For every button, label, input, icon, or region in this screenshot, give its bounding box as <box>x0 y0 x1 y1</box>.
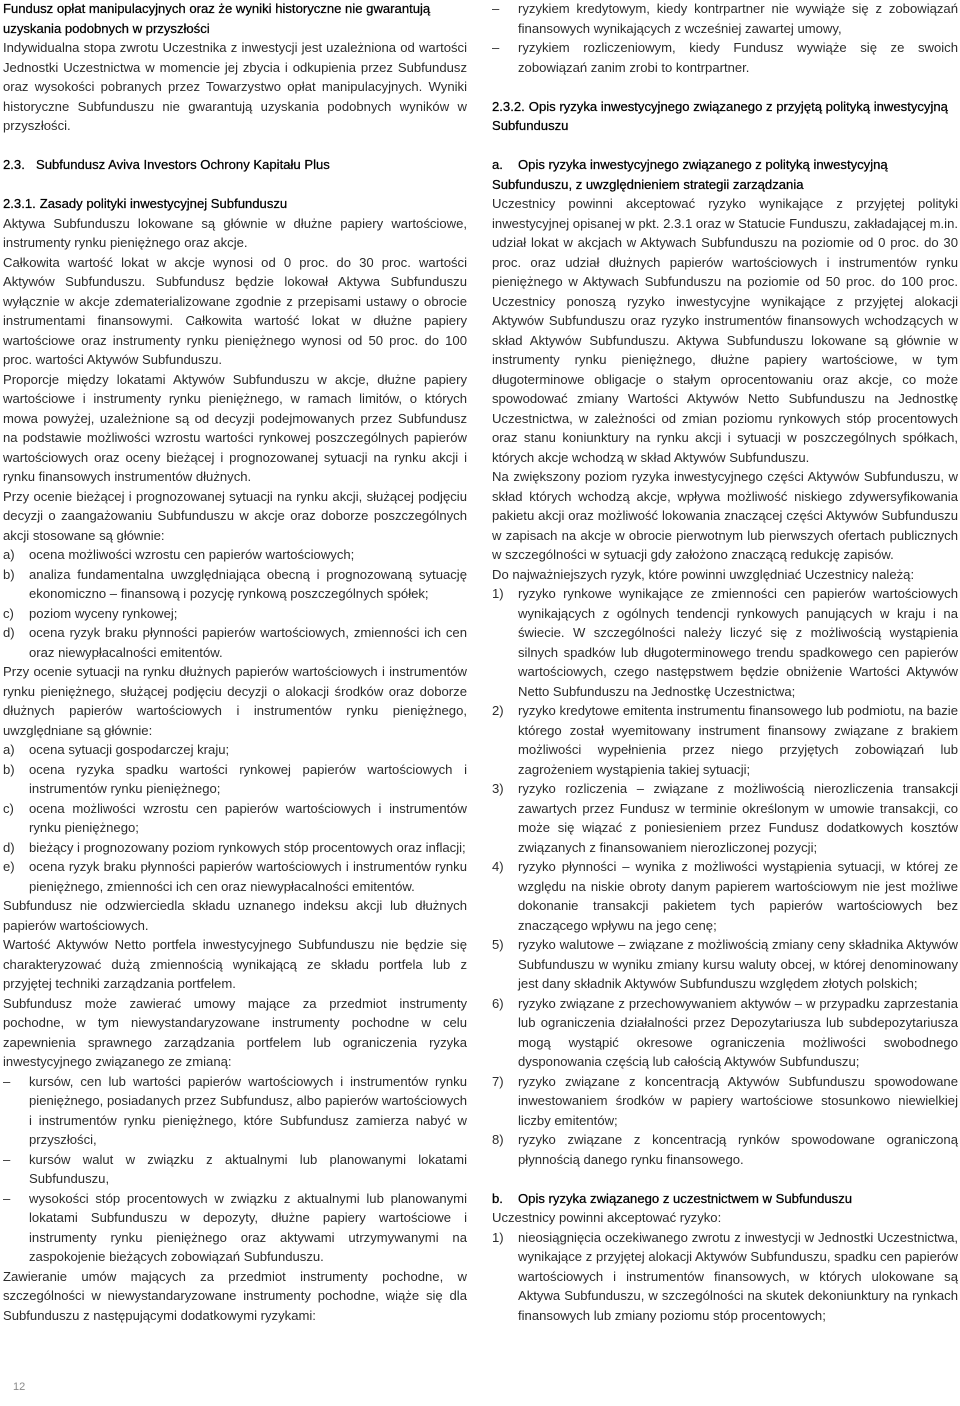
list-label: 3) <box>492 781 504 796</box>
main-risk-3 <box>492 779 958 857</box>
debt-criterion-c <box>3 799 467 838</box>
equity-risk-paragraph: Na zwiększony poziom ryzyka inwestycyjnego części Aktywów Subfunduszu, w skład których wchodzą akcje, wpływa możliwość niskiego zdywersyfikowania pakietu akcji oraz możliwość lokowania znaczącej części Aktywów Subfunduszu w zapisach na akcje w obrocie pierwotnym lub pierwszych ofertach publicznych w szczególności w sytuacji gdy założono znaczącą redukcję zapisów. <box>492 469 958 562</box>
assets-paragraph: Aktywa Subfunduszu lokowane są głównie w dłużne papiery wartościowe, instrumenty rynku pieniężnego oraz akcje. <box>3 215 467 250</box>
list-text: ocena sytuacji gospodarczej kraju; <box>29 742 230 757</box>
equity-criterion-a <box>3 545 467 565</box>
total-value-paragraph: Całkowita wartość lokat w akcje wynosi od 0 proc. do 30 proc. wartości Aktywów Subfunduszu. Subfundusz będzie lokował Aktywa Subfunduszu wyłącznie w akcje zdematerializowane zgodnie z przepisami ustawy o obrocie instrumentami finansowymi. Całkowita wartość lokat w dłużne papiery wartościowe oraz instrumenty rynku pieniężnego wynosi od 50 proc. do 100 proc. wartości Aktywów Subfunduszu. <box>3 254 467 367</box>
left-column <box>3 0 467 1325</box>
list-text: ocena ryzyk braku płynności papierów wartościowych i instrumentów rynku pieniężnego, zmienności ich cen oraz niewypłacalności emitentów. <box>29 859 467 894</box>
list-label: c) <box>3 605 14 621</box>
main-risk-5 <box>492 935 958 994</box>
participation-intro: Uczestnicy powinni akceptować ryzyko: <box>492 1210 722 1225</box>
derivatives-purpose-item <box>3 1072 467 1150</box>
subsection-number: 2.3.2. <box>492 98 525 114</box>
right-column <box>492 0 958 1325</box>
list-label: b) <box>3 761 15 777</box>
list-text: wysokości stóp procentowych w związku z aktualnymi lub planowanymi lokatami Subfunduszu w depozyty, dłużne papiery wartościowe i instrumenty rynku pieniężnego oraz aktywami utrzymywanymi na zaspokojenie bieżących zobowiązań Subfunduszu. <box>29 1190 467 1264</box>
list-text: ryzyko związane z koncentracją Aktywów Subfunduszu spowodowane inwestowaniem środków w papiery wartościowe stosunkowo niewielkiej liczby emitentów; <box>518 1073 958 1128</box>
part-label: a. <box>492 157 503 172</box>
main-risk-4 <box>492 857 958 935</box>
subsection-title: Opis ryzyka inwestycyjnego związanego z przyjętą polityką inwestycyjną Subfunduszu <box>492 98 948 133</box>
section-title: Subfundusz Aviva Investors Ochrony Kapitału Plus <box>36 157 330 172</box>
derivatives-purpose-item <box>3 1189 467 1267</box>
debt-criterion-b <box>3 760 467 799</box>
proportions-paragraph: Proporcje między lokatami Aktywów Subfunduszu w akcje, dłużne papiery wartościowe i instrumenty rynku pieniężnego, w ramach limitów, o których mowa powyżej, uzależnione są od decyzji podejmowanych przez Subfundusz na podstawie możliwości wzrostu wartości rynkowej poszczególnych papierów wartościowych oraz oceny bieżącej i prognozowanej sytuacji na rynku akcji i rynku finansowych instrumentów dłużnych. <box>3 371 467 484</box>
list-text: ocena ryzyka spadku wartości rynkowej papierów wartościowych i instrumentów rynku pieniężnego; <box>29 761 467 796</box>
list-text: ryzyko rozliczenia – związane z możliwością nierozliczenia transakcji zawartych przez Fundusz w terminie określonym w umowie transakcji, co może się wiązać z poniesieniem przez Fundusz dodatkowych kosztów związanych z finansowaniem nierozliczonej pozycji; <box>518 781 958 855</box>
list-label: b) <box>3 566 15 582</box>
additional-risk-item <box>492 38 958 77</box>
main-risk-7 <box>492 1072 958 1131</box>
list-text: ocena ryzyk braku płynności papierów wartościowych, zmienności ich cen oraz niewypłacalności emitentów. <box>29 625 467 660</box>
list-text: kursów, cen lub wartości papierów wartościowych i instrumentów rynku pieniężnego, posiadanych przez Subfundusz, albo papierów wartościowych i instrumentów rynku pieniężnego, które Subfundusz zamierza nabyć w przyszłości, <box>29 1073 467 1147</box>
subsection-title: Zasady polityki inwestycyjnej Subfunduszu <box>39 196 288 211</box>
list-text: ryzyko związane z przechowywaniem aktywów – w przypadku zaprzestania lub ograniczenia działalności przez Depozytariusza lub subdepozytariusza mogą wystąpić okresowe ograniczenia możliwości swobodnego dysponowania częścią lub całością Aktywów Subfunduszu; <box>518 995 958 1069</box>
subsection-number: 2.3.1. <box>3 196 36 211</box>
part-title: Opis ryzyka inwestycyjnego związanego z polityką inwestycyjną Subfunduszu, z uwzględnieniem strategii zarządzania <box>492 157 888 192</box>
list-text: nieosiągnięcia oczekiwanego zwrotu z inwestycji w Jednostki Uczestnictwa, wynikające z przyjętej alokacji Aktywów Subfunduszu, spadku cen papierów wartościowych i instrumentów finansowych, w których ulokowane są Aktywa Subfunduszu, w szczególności na skutek dekoniunktury na rynkach finansowych lub zmiany poziomu stóp procentowych; <box>518 1229 958 1323</box>
list-label: d) <box>3 839 15 855</box>
dash-marker: – <box>492 40 500 55</box>
equity-criterion-c <box>3 604 467 624</box>
continued-heading: Fundusz opłat manipulacyjnych oraz że wyniki historyczne nie gwarantują uzyskania podobnych w przyszłości <box>3 1 431 36</box>
list-text: ryzyko walutowe – związane z możliwością zmiany ceny składnika Aktywów Subfunduszu w wyniku zmiany kursu waluty obcej, w której denominowany jest dany składnik Aktywów Subfunduszu względem złotych polskich; <box>518 937 958 991</box>
list-text: kursów walut w związku z aktualnymi lub planowanymi lokatami Subfunduszu, <box>29 1151 467 1186</box>
list-label: d) <box>3 625 15 640</box>
equity-assessment-intro: Przy ocenie bieżącej i prognozowanej sytuacji na rynku akcji, służącej podjęciu decyzji o zaangażowaniu Subfunduszu w akcje oraz doborze poszczególnych akcji stosowane są głównie: <box>3 488 467 543</box>
main-risks-intro: Do najważniejszych ryzyk, które powinni uwzględniać Uczestnicy należą: <box>492 566 915 582</box>
derivatives-intro: Subfundusz może zawierać umowy mające za przedmiot instrumenty pochodne, w tym niewystandaryzowane instrumenty pochodne w celu zapewnienia sprawnego zarządzania portfelem lub ograniczenia ryzyka inwestycyjnego związanego ze zmianą: <box>3 995 467 1069</box>
part-label: b. <box>492 1190 503 1206</box>
dash-marker: – <box>3 1151 11 1167</box>
derivatives-risks-intro: Zawieranie umów mających za przedmiot instrumenty pochodne, w szczególności w niewystandaryzowane instrumenty pochodne, wiąże się dla Subfunduszu z następującymi dodatkowymi ryzykami: <box>3 1268 467 1323</box>
list-text: ryzyko kredytowe emitenta instrumentu finansowego lub podmiotu, na bazie którego został wyemitowany instrument finansowy związane z brakiem możliwości wypełnienia przez niego przyjętych zobowiązań lub zagrożeniem wystąpienia takiej sytuacji; <box>518 703 958 777</box>
section-number: 2.3. <box>3 157 25 172</box>
subsection-heading-2-3-1 <box>3 194 467 214</box>
list-text: ryzykiem kredytowym, kiedy kontrpartner nie wywiąże się z zobowiązań finansowych wynikających z wcześniej zawartej umowy, <box>518 1 958 36</box>
list-text: poziom wyceny rynkowej; <box>29 605 178 621</box>
list-text: ryzyko związane z koncentracją rynków spowodowane ograniczoną płynnością danego rynku finansowego. <box>518 1132 958 1167</box>
subsection-heading-2-3-2 <box>492 97 958 136</box>
list-label: 5) <box>492 937 504 952</box>
main-risk-1 <box>492 584 958 701</box>
list-label: 6) <box>492 995 504 1011</box>
main-risk-8 <box>492 1130 958 1169</box>
debt-criterion-a <box>3 740 467 760</box>
list-label: a) <box>3 547 15 562</box>
dash-marker: – <box>3 1190 11 1206</box>
list-text: ryzyko rynkowe wynikające ze zmienności cen papierów wartościowych wynikających z ogólnych tendencji rynkowych panujących w kraju i na świecie. W szczególności należy liczyć się z możliwością wystąpienia silnych spadków lub długoterminowego trendu spadkowego cen papierów wartościowych, czego następstwem będzie obniżenie Wartości Aktywów Netto Subfunduszu na Jednostkę Uczestnictwa; <box>518 586 958 699</box>
list-label: e) <box>3 859 15 874</box>
part-b-heading <box>492 1189 958 1209</box>
list-text: bieżący i prognozowany poziom rynkowych stóp procentowych oraz inflacji; <box>29 839 466 855</box>
index-paragraph: Subfundusz nie odzwierciedla składu uznanego indeksu akcji lub dłużnych papierów wartościowych. <box>3 898 467 933</box>
debt-criterion-d <box>3 838 467 858</box>
list-text: analiza fundamentalna uwzględniająca obecną i prognozowaną sytuację ekonomiczno – finansową i pozycję rynkową poszczególnych spółek; <box>29 566 467 601</box>
equity-criterion-b <box>3 565 467 604</box>
debt-assessment-intro: Przy ocenie sytuacji na rynku dłużnych papierów wartościowych i instrumentów rynku pieniężnego, służącej podjęciu decyzji o alokacji środków oraz doborze dłużnych papierów wartościowych i instrumentów rynku pieniężnego, uwzględniane są głównie: <box>3 664 467 738</box>
equity-criterion-d <box>3 623 467 662</box>
additional-risk-item <box>492 0 958 38</box>
return-note-paragraph: Indywidualna stopa zwrotu Uczestnika z inwestycji jest uzależniona od wartości Jednostki Uczestnictwa w momencie jej zbycia i odkupienia przez Subfundusz oraz wysokości pobranych przez Towarzystwo opłat manipulacyjnych. Wyniki historyczne Subfunduszu nie gwarantują uzyskania podobnych wyników w przyszłości. <box>3 40 467 133</box>
list-label: 1) <box>492 1229 504 1245</box>
page-number: 12 <box>13 1381 26 1393</box>
list-text: ocena możliwości wzrostu cen papierów wartościowych i instrumentów rynku pieniężnego; <box>29 800 467 835</box>
list-text: ryzyko płynności – wynika z możliwości wystąpienia sytuacji, w której ze względu na niskie obroty danym papierem wartościowym nie jest możliwe dokonanie transakcji pakietem tych papierów wartościowych bez znaczącego wpływu na jego cenę; <box>518 859 958 933</box>
main-risk-6 <box>492 994 958 1072</box>
list-label: 4) <box>492 859 504 874</box>
list-text: ocena możliwości wzrostu cen papierów wartościowych; <box>29 547 355 562</box>
derivatives-purpose-item <box>3 1150 467 1189</box>
list-label: c) <box>3 800 14 816</box>
part-a-heading <box>492 155 958 194</box>
part-title: Opis ryzyka związanego z uczestnictwem w Subfunduszu <box>518 1190 853 1206</box>
list-label: 2) <box>492 703 504 718</box>
list-label: 1) <box>492 586 504 601</box>
nav-paragraph: Wartość Aktywów Netto portfela inwestycyjnego Subfunduszu nie będzie się charakteryzować dużą zmiennością wynikającą ze składu portfela lub z przyjętej techniki zarządzania portfelem. <box>3 937 467 991</box>
list-label: 7) <box>492 1073 504 1089</box>
section-heading <box>3 155 467 175</box>
list-label: a) <box>3 742 15 757</box>
acceptance-paragraph: Uczestnicy powinni akceptować ryzyko wynikające z przyjętej polityki inwestycyjnej opisanej w pkt. 2.3.1 oraz w Statucie Funduszu, zakładającej m.in. udział lokat w akcjach w Aktywach Subfunduszu na poziomie od 0 proc. do 30 proc. oraz udział dłużnych papierów wartościowych i instrumentów rynku pieniężnego w Aktywach Subfunduszu na poziomie od 50 proc. do 100 proc. Uczestnicy ponoszą ryzyko inwestycyjne wynikające z przyjętej alokacji Aktywów Subfunduszu oraz ryzyko instrumentów finansowych wchodzących w skład Aktywów Subfunduszu. Aktywa Subfunduszu lokowane są głównie w instrumenty rynku pieniężnego, dłużne papiery wartościowe, w tym długoterminowe obligacje o stałym oprocentowaniu oraz akcje, co może spowodować zmiany Wartości Aktywów Netto Subfunduszu na Jednostkę Uczestnictwa, w zależności od zmian poziomu rynkowych stóp procentowych oraz stanu koniunktury na rynku akcji i sytuacji w poszczególnych spółkach, których akcje wchodzą w skład Aktywów Subfunduszu. <box>492 196 958 465</box>
list-label: 8) <box>492 1132 504 1147</box>
dash-marker: – <box>492 1 500 16</box>
list-text: ryzykiem rozliczeniowym, kiedy Fundusz wywiąże się ze swoich zobowiązań zanim zrobi to kontrpartner. <box>518 40 958 75</box>
debt-criterion-e <box>3 857 467 896</box>
participation-risk-1 <box>492 1228 958 1326</box>
dash-marker: – <box>3 1073 11 1089</box>
main-risk-2 <box>492 701 958 779</box>
